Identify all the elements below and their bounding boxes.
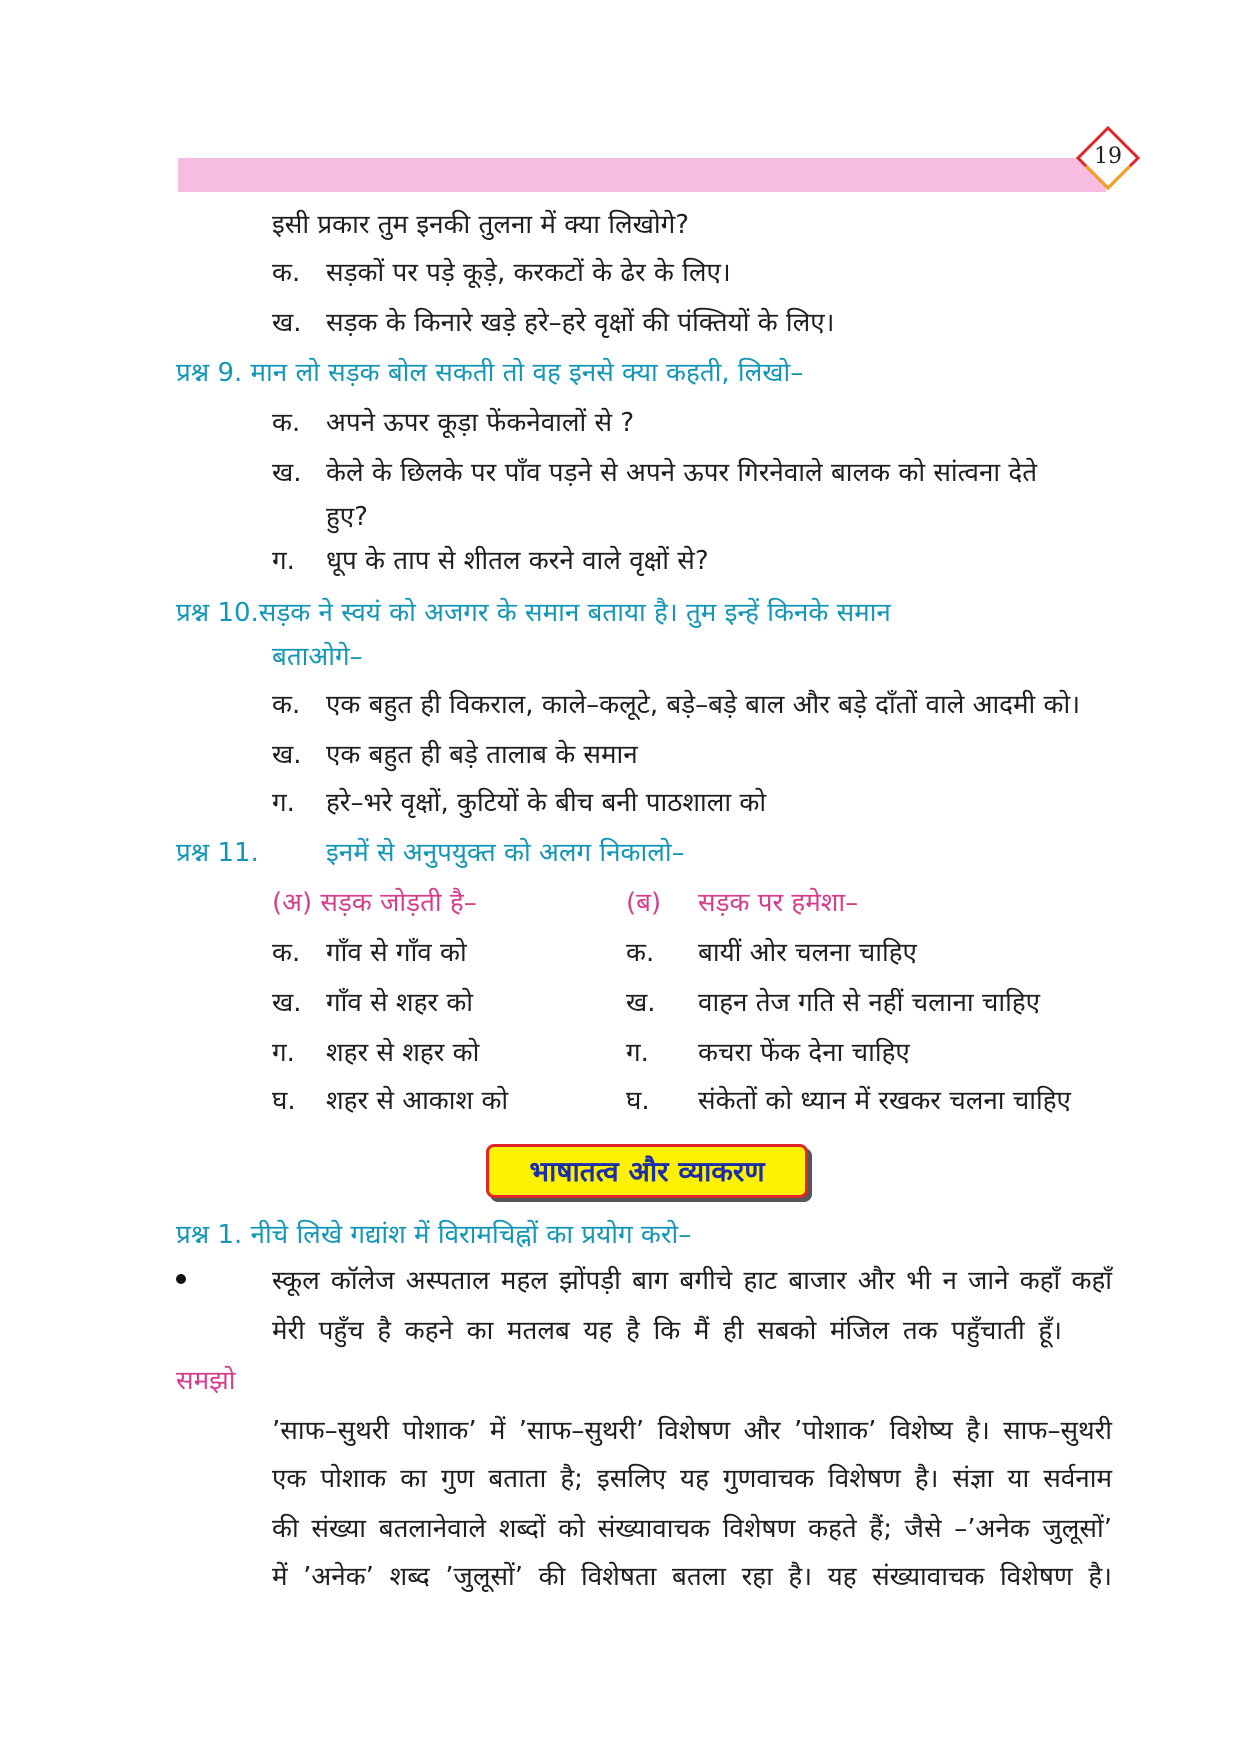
- list-item-text: कचरा फेंक देना चाहिए: [698, 1038, 910, 1068]
- list-item-label: घ.: [626, 1086, 650, 1116]
- question-10-title: प्रश्न 10.सड़क ने स्वयं को अजगर के समान बताया है। तुम इन्हें किनके समान: [176, 598, 891, 628]
- list-item-label: ख.: [272, 740, 302, 770]
- passage-line: स्कूल कॉलेज अस्पताल महल झोंपड़ी बाग बगीचे हाट बाजार और भी न जाने कहाँ कहाँ: [272, 1266, 1112, 1296]
- list-item-text: गाँव से शहर को: [326, 988, 474, 1018]
- list-item-text: शहर से शहर को: [326, 1038, 480, 1068]
- question-9-title: प्रश्न 9. मान लो सड़क बोल सकती तो वह इनसे क्या कहती, लिखो–: [176, 358, 804, 388]
- column-a-heading: (अ) सड़क जोड़ती है–: [272, 888, 477, 918]
- samjho-heading: समझो: [176, 1366, 236, 1396]
- column-b-heading: सड़क पर हमेशा–: [698, 888, 859, 918]
- list-item-label: ग.: [272, 788, 295, 818]
- list-item-text: वाहन तेज गति से नहीं चलाना चाहिए: [698, 988, 1041, 1018]
- column-b-label: (ब): [626, 888, 662, 918]
- list-item-label: ग.: [626, 1038, 649, 1068]
- list-item-label: घ.: [272, 1086, 296, 1116]
- list-item-label: ख.: [272, 988, 302, 1018]
- list-item-label: क.: [272, 938, 301, 968]
- list-item-label: क.: [626, 938, 655, 968]
- list-item-label: ग.: [272, 546, 295, 576]
- bullet-icon: [176, 1274, 186, 1284]
- section-heading-box: [486, 1144, 808, 1198]
- list-item-label: ख.: [272, 458, 302, 488]
- list-item-text: बायीं ओर चलना चाहिए: [698, 938, 917, 968]
- question-11-title: इनमें से अनुपयुक्त को अलग निकालो–: [326, 838, 685, 868]
- question-11-label: प्रश्न 11.: [176, 838, 259, 868]
- list-item-label: क.: [272, 408, 301, 438]
- explanation-line: की संख्या बतलानेवाले शब्दों को संख्यावाचक विशेषण कहते हैं; जैसे –’अनेक जुलूसों’: [272, 1514, 1112, 1544]
- page-number: 19: [1094, 144, 1122, 169]
- list-item-text: गाँव से गाँव को: [326, 938, 467, 968]
- list-item-text: एक बहुत ही बड़े तालाब के समान: [326, 740, 638, 770]
- explanation-line: एक पोशाक का गुण बताता है; इसलिए यह गुणवाचक विशेषण है। संज्ञा या सर्वनाम: [272, 1464, 1112, 1494]
- list-item-text: केले के छिलके पर पाँव पड़ने से अपने ऊपर गिरनेवाले बालक को सांत्वना देते: [326, 458, 1038, 488]
- list-item-text: सड़कों पर पड़े कूड़े, करकटों के ढेर के लिए।: [326, 258, 731, 288]
- section-heading: भाषातत्व और व्याकरण: [529, 1155, 765, 1188]
- list-item-label: ख.: [626, 988, 656, 1018]
- intro-question: इसी प्रकार तुम इनकी तुलना में क्या लिखोगे?: [272, 210, 690, 240]
- explanation-line: ’साफ–सुथरी पोशाक’ में ’साफ–सुथरी’ विशेषण और ’पोशाक’ विशेष्य है। साफ–सुथरी: [272, 1416, 1112, 1446]
- list-item-label: क.: [272, 690, 301, 720]
- list-item-text: सड़क के किनारे खड़े हरे–हरे वृक्षों की पंक्तियों के लिए।: [326, 308, 835, 338]
- list-item-text: एक बहुत ही विकराल, काले–कलूटे, बड़े–बड़े बाल और बड़े दाँतों वाले आदमी को।: [326, 690, 1081, 720]
- list-item-label: क.: [272, 258, 301, 288]
- list-item-text: शहर से आकाश को: [326, 1086, 509, 1116]
- list-item-text: हरे–भरे वृक्षों, कुटियों के बीच बनी पाठशाला को: [326, 788, 767, 818]
- list-item-label: ग.: [272, 1038, 295, 1068]
- list-item-text-continued: हुए?: [326, 502, 368, 532]
- page-number-badge: [1076, 126, 1140, 190]
- list-item-text: धूप के ताप से शीतल करने वाले वृक्षों से?: [326, 546, 709, 576]
- list-item-label: ख.: [272, 308, 302, 338]
- passage-line: मेरी पहुँच है कहने का मतलब यह है कि मैं ही सबको मंजिल तक पहुँचाती हूँ।: [272, 1316, 1062, 1346]
- header-band: [178, 158, 1106, 192]
- grammar-question-1-title: प्रश्न 1. नीचे लिखे गद्यांश में विरामचिह्नों का प्रयोग करो–: [176, 1220, 692, 1250]
- list-item-text: अपने ऊपर कूड़ा फेंकनेवालों से ?: [326, 408, 635, 438]
- list-item-text: संकेतों को ध्यान में रखकर चलना चाहिए: [698, 1086, 1071, 1116]
- question-10-title-continued: बताओगे–: [272, 642, 363, 672]
- explanation-line: में ’अनेक’ शब्द ’जुलूसों’ की विशेषता बतला रहा है। यह संख्यावाचक विशेषण है।: [272, 1562, 1112, 1592]
